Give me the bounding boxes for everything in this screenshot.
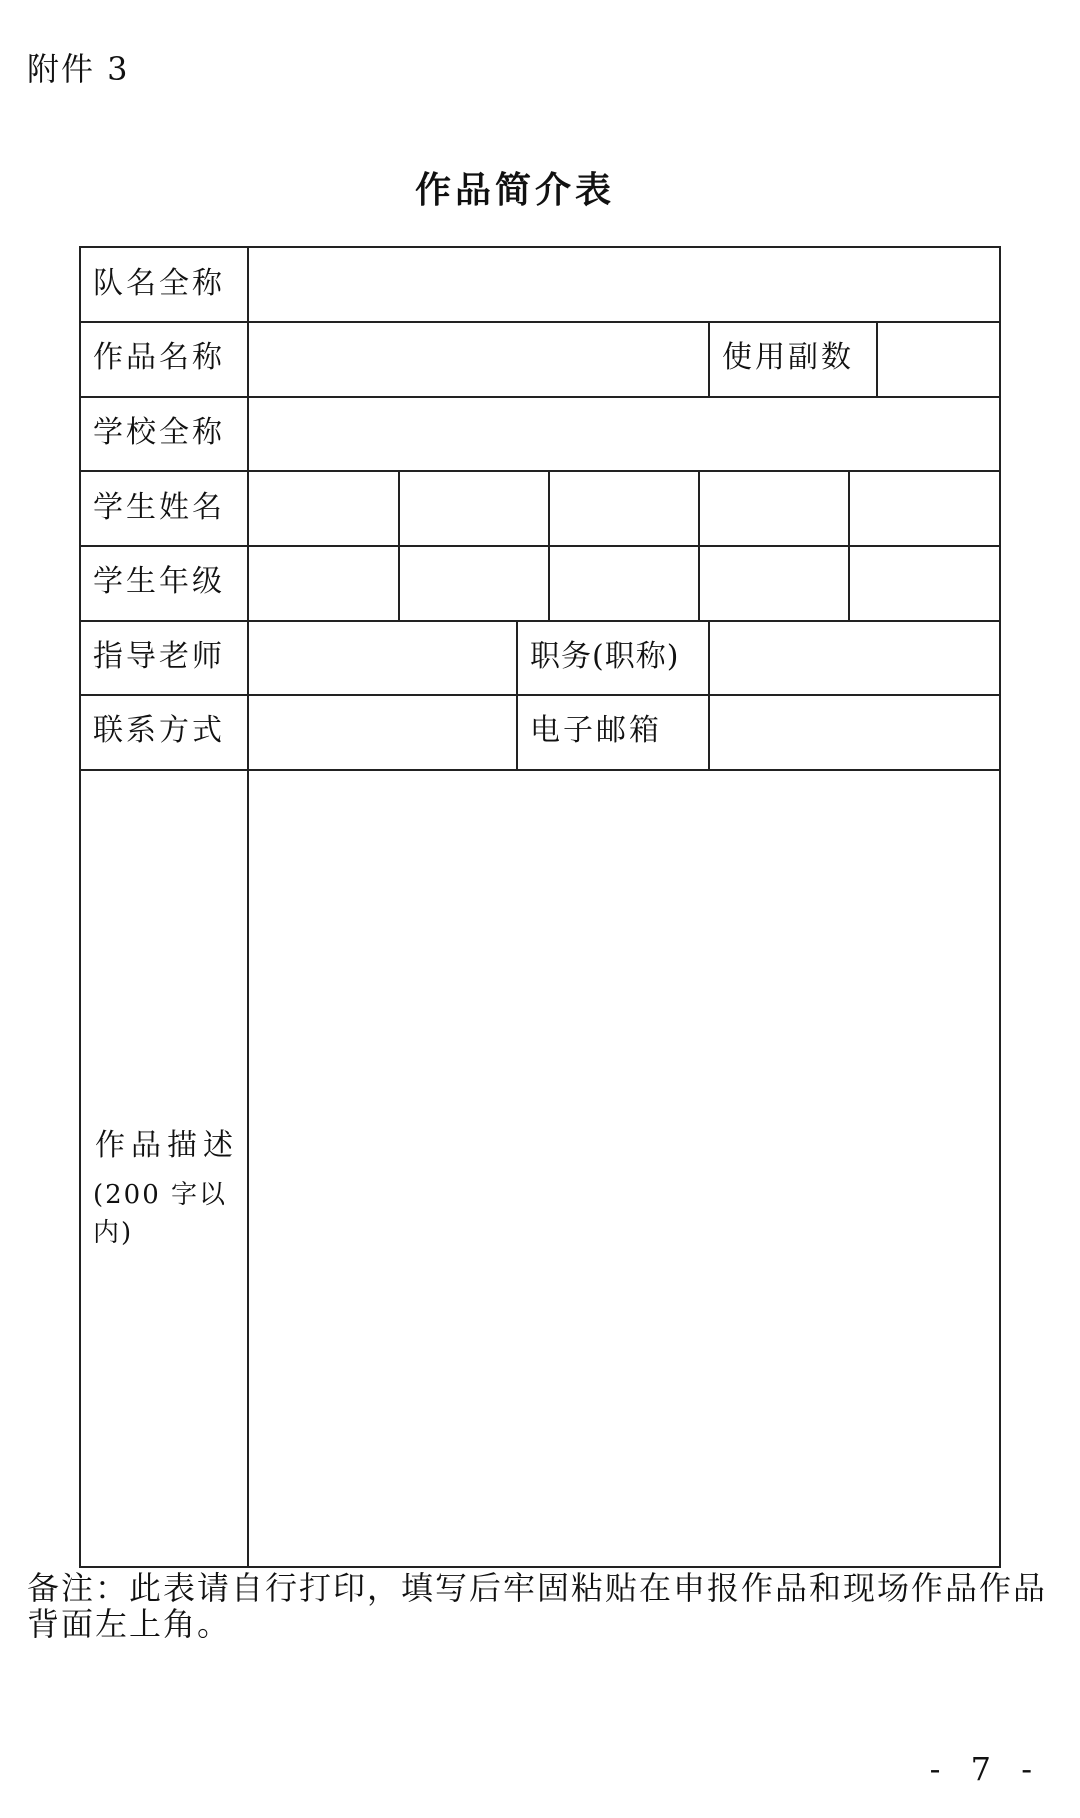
instructor-label: 指导老师 — [93, 639, 225, 674]
row-divider — [81, 321, 999, 323]
row-divider — [81, 694, 999, 696]
work-name-label: 作品名称 — [93, 340, 225, 375]
label-column-divider — [247, 248, 249, 1566]
cell-divider — [548, 470, 550, 620]
student-names-label: 学生姓名 — [93, 490, 225, 525]
decks-used-label: 使用副数 — [722, 340, 854, 375]
row-divider — [81, 769, 999, 771]
cell-divider — [708, 321, 710, 396]
team-name-label: 队名全称 — [93, 266, 225, 301]
cell-divider — [848, 470, 850, 620]
attachment-label: 附件 3 — [27, 50, 130, 88]
row-divider — [81, 545, 999, 547]
page-number: - 7 - — [929, 1750, 1042, 1788]
cell-divider — [698, 470, 700, 620]
description-limit-label: (200 字以内) — [93, 1180, 228, 1248]
school-name-label: 学校全称 — [93, 415, 225, 450]
student-grades-label: 学生年级 — [93, 564, 225, 599]
footnote: 备注：此表请自行打印，填写后牢固粘贴在申报作品和现场作品作品背面左上角。 — [27, 1569, 1048, 1643]
cell-divider — [398, 470, 400, 620]
row-divider — [81, 396, 999, 398]
row-divider — [81, 470, 999, 472]
description-label: 作品描述 — [95, 1128, 239, 1163]
email-label: 电子邮箱 — [530, 713, 662, 748]
work-intro-form — [79, 246, 1001, 1568]
position-label: 职务(职称) — [530, 639, 680, 674]
contact-label: 联系方式 — [93, 713, 225, 748]
cell-divider — [876, 321, 878, 396]
form-title: 作品简介表 — [414, 169, 615, 211]
cell-divider — [516, 620, 518, 769]
cell-divider — [708, 620, 710, 769]
row-divider — [81, 620, 999, 622]
